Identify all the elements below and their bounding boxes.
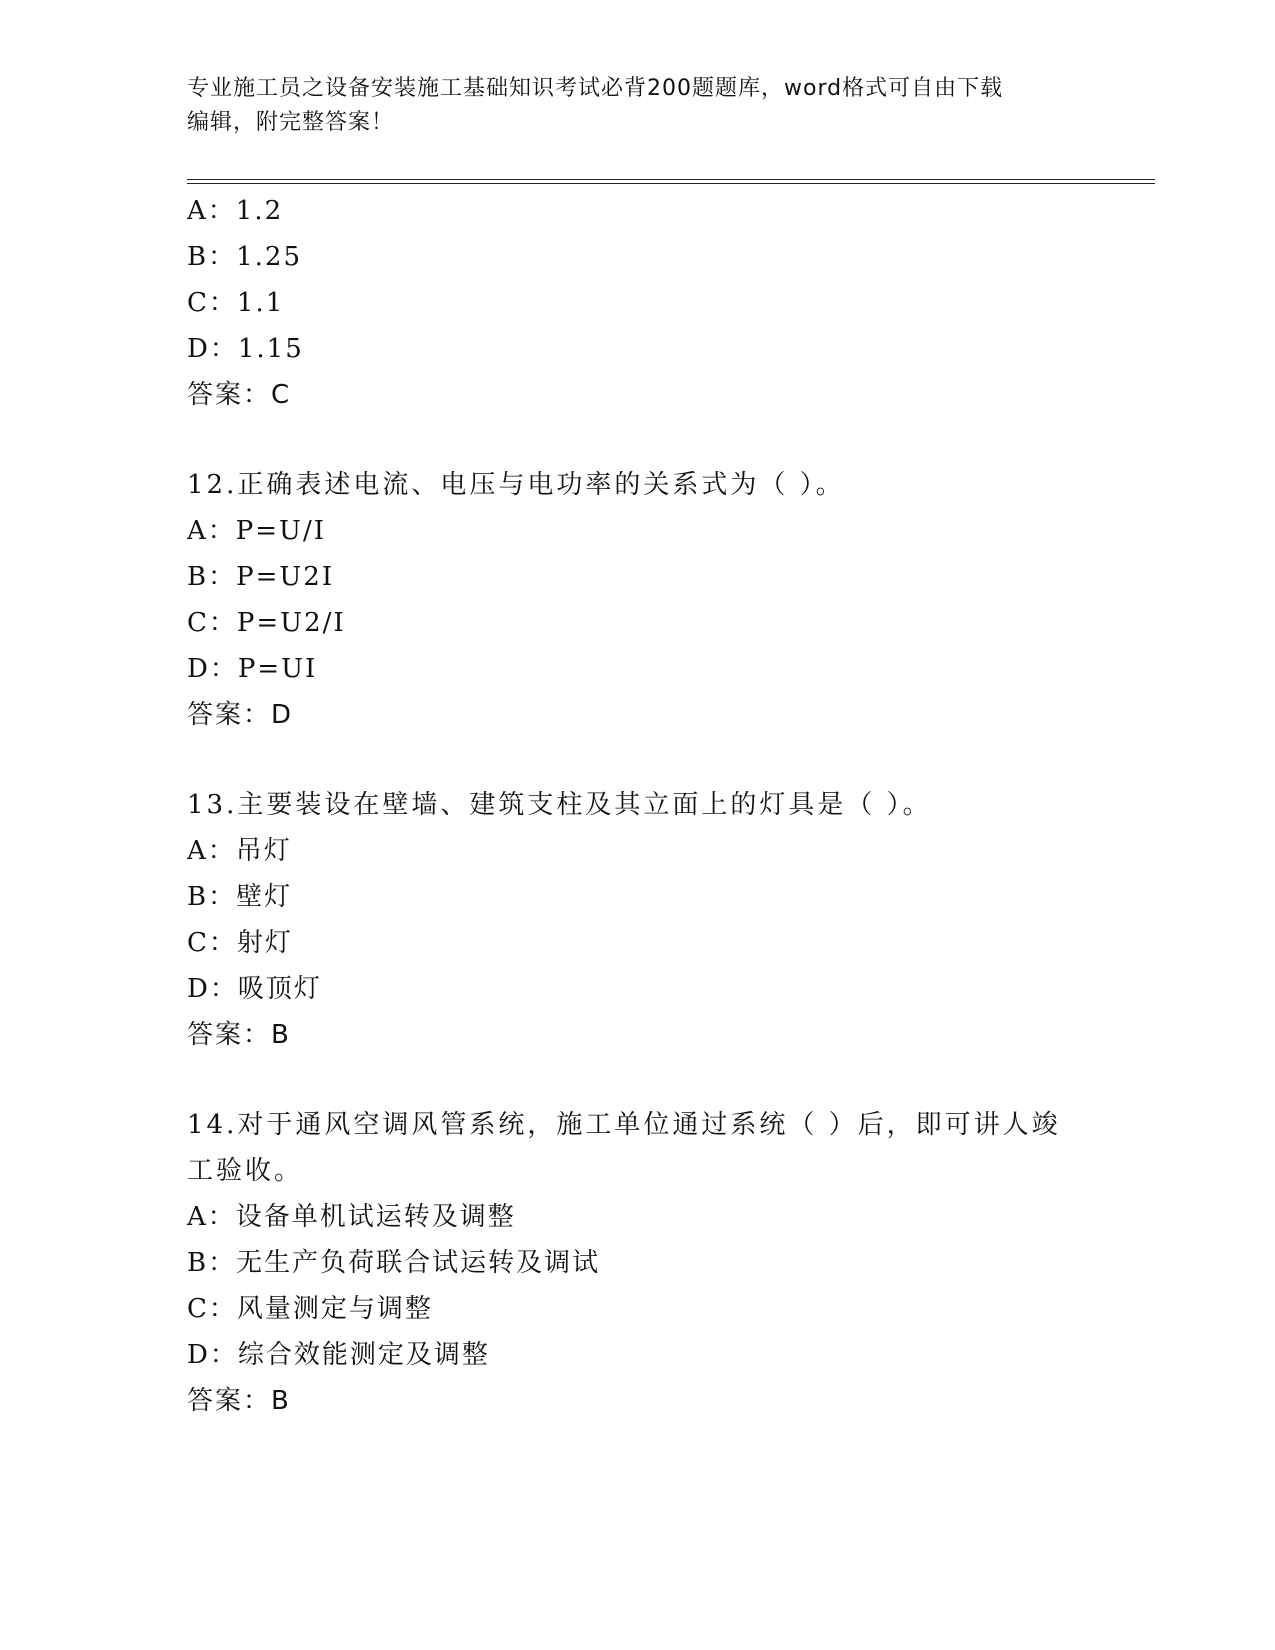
- option-letter: D：: [187, 654, 238, 684]
- question-14: [187, 1102, 1087, 1424]
- option-text: 1.15: [237, 334, 304, 364]
- option-text: P=U2I: [236, 562, 335, 592]
- header-rule-top: [187, 179, 1155, 180]
- option-text: 壁灯: [236, 882, 293, 912]
- option-a: [187, 1194, 1087, 1240]
- option-text: 风量测定与调整: [236, 1294, 433, 1324]
- option-d: [187, 1332, 1087, 1378]
- option-a: [187, 188, 1087, 234]
- option-d: [187, 326, 1087, 372]
- option-b: [187, 1240, 1087, 1286]
- header-rule-bottom: [187, 183, 1155, 184]
- question-list: [187, 188, 1087, 1424]
- option-letter: C：: [187, 928, 237, 958]
- answer: 答案：B: [187, 1020, 291, 1050]
- option-text: 无生产负荷联合试运转及调试: [236, 1248, 601, 1278]
- option-d: [187, 646, 1087, 692]
- header-line-1: 专业施工员之设备安装施工基础知识考试必背200题题库，word格式可自由下载: [187, 76, 1004, 101]
- option-text: 1.25: [236, 242, 302, 272]
- option-text: 射灯: [236, 928, 293, 958]
- question-13: [187, 782, 1087, 1058]
- option-text: 吊灯: [235, 836, 292, 866]
- option-text: 综合效能测定及调整: [237, 1340, 490, 1370]
- question-text: 12.正确表述电流、电压与电功率的关系式为（ ）。: [187, 470, 845, 500]
- option-letter: C：: [187, 608, 237, 638]
- option-text: P=U2/I: [236, 608, 346, 638]
- option-c: [187, 920, 1087, 966]
- option-text: P=UI: [237, 654, 318, 684]
- option-letter: A：: [187, 1202, 236, 1232]
- spacer: [187, 418, 1087, 462]
- option-letter: B：: [187, 882, 237, 912]
- spacer: [187, 1058, 1087, 1102]
- header-line-2: 编辑，附完整答案！: [187, 110, 395, 135]
- option-a: [187, 828, 1087, 874]
- option-letter: B：: [187, 1248, 237, 1278]
- option-b: [187, 874, 1087, 920]
- spacer: [187, 738, 1087, 782]
- option-letter: A：: [187, 836, 236, 866]
- option-b: [187, 554, 1087, 600]
- option-letter: D：: [187, 334, 238, 364]
- option-letter: D：: [187, 974, 238, 1004]
- option-c: [187, 280, 1087, 326]
- option-letter: A：: [187, 516, 236, 546]
- option-text: 1.1: [236, 288, 285, 318]
- option-letter: A：: [187, 196, 236, 226]
- question-text: 14.对于通风空调风管系统，施工单位通过系统（ ）后，即可讲人竣工验收。: [187, 1110, 1061, 1186]
- option-letter: C：: [187, 288, 237, 318]
- option-c: [187, 1286, 1087, 1332]
- question-11: [187, 188, 1087, 418]
- option-text: 设备单机试运转及调整: [235, 1202, 516, 1232]
- option-letter: B：: [187, 242, 237, 272]
- option-c: [187, 600, 1087, 646]
- option-text: P=U/I: [235, 516, 327, 546]
- option-b: [187, 234, 1087, 280]
- document-header: [187, 72, 1087, 140]
- option-letter: D：: [187, 1340, 238, 1370]
- option-text: 吸顶灯: [237, 974, 322, 1004]
- option-text: 1.2: [235, 196, 284, 226]
- answer: 答案：C: [187, 380, 292, 410]
- option-letter: C：: [187, 1294, 237, 1324]
- question-text: 13.主要装设在壁墙、建筑支柱及其立面上的灯具是（ ）。: [187, 790, 932, 820]
- answer: 答案：B: [187, 1386, 291, 1416]
- answer: 答案：D: [187, 700, 294, 730]
- option-a: [187, 508, 1087, 554]
- option-d: [187, 966, 1087, 1012]
- question-12: [187, 462, 1087, 738]
- option-letter: B：: [187, 562, 237, 592]
